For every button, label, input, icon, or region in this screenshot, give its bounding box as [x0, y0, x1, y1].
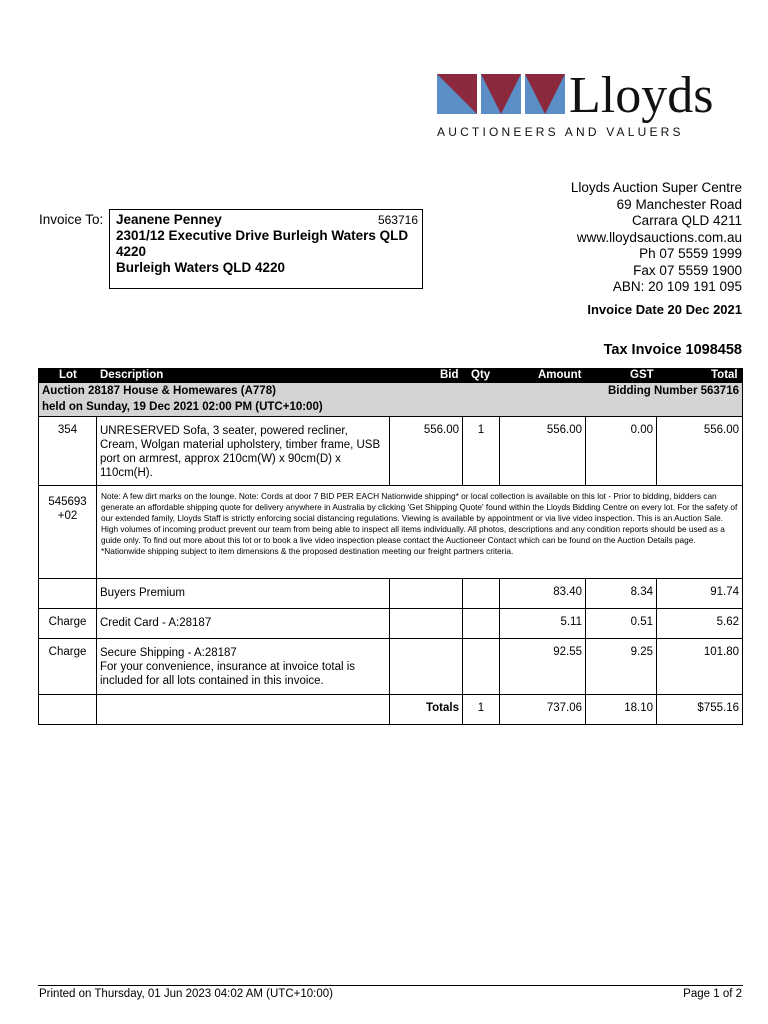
gst-cell: 0.51 — [586, 609, 657, 638]
qty-cell — [463, 609, 500, 638]
qty-cell — [463, 639, 500, 694]
invoice-to-label: Invoice To: — [39, 212, 104, 227]
qty-cell — [463, 579, 500, 608]
totals-amount: 737.06 — [500, 695, 586, 724]
logo-wordmark: Lloyds — [569, 67, 714, 124]
totals-row — [38, 695, 743, 725]
lot-cell: Charge — [39, 609, 97, 638]
invoice-date: Invoice Date 20 Dec 2021 — [587, 302, 742, 317]
company-name: Lloyds Auction Super Centre — [570, 180, 742, 195]
customer-address-line1: 2301/12 Executive Drive Burleigh Waters QLD 4220 — [116, 228, 409, 259]
total-cell: 5.62 — [716, 616, 739, 628]
bid-cell — [390, 609, 463, 638]
company-phone: Ph 07 5559 1999 — [639, 246, 742, 261]
amount-cell: 5.11 — [500, 609, 586, 638]
gst-cell: 8.34 — [586, 579, 657, 608]
tax-invoice-number: Tax Invoice 1098458 — [603, 342, 742, 358]
customer-id: 563716 — [377, 213, 418, 227]
table-row — [38, 416, 743, 486]
printed-timestamp: Printed on Thursday, 01 Jun 2023 04:02 AM (UTC+10:00) — [39, 988, 333, 1000]
company-street: 69 Manchester Road — [616, 196, 742, 212]
amount-cell: 92.55 — [500, 639, 586, 694]
bid-cell — [390, 579, 463, 608]
header-description: Description — [100, 369, 164, 381]
header-amount: Amount — [538, 369, 582, 381]
customer-box — [109, 209, 423, 289]
description-cell — [97, 695, 390, 724]
description-cell: Buyers Premium — [97, 579, 390, 608]
header-total: Total — [711, 369, 738, 381]
gst-cell: 9.25 — [586, 639, 657, 694]
table-row — [38, 639, 743, 695]
customer-name: Jeanene Penney — [116, 212, 222, 227]
customer-address-line2: Burleigh Waters QLD 4220 — [116, 260, 286, 275]
company-logo — [437, 67, 737, 144]
header-gst: GST — [630, 369, 654, 381]
totals-qty: 1 — [463, 695, 500, 724]
qty-cell: 1 — [463, 417, 500, 485]
lot-cell — [39, 695, 97, 724]
company-abn: ABN: 20 109 191 095 — [612, 279, 742, 294]
amount-cell: 83.40 — [500, 579, 586, 608]
table-row — [38, 609, 743, 639]
table-row-note — [38, 486, 743, 579]
auction-banner — [38, 383, 743, 416]
lot-cell — [39, 579, 97, 608]
footer-divider — [38, 985, 743, 986]
table-header — [38, 368, 743, 383]
totals-total: $755.16 — [697, 702, 739, 714]
total-cell: 556.00 — [703, 424, 739, 436]
auction-title: Auction 28187 House & Homewares (A778) — [42, 385, 276, 397]
auction-date: held on Sunday, 19 Dec 2021 02:00 PM (UTC+10:00) — [42, 401, 323, 413]
bidding-number: Bidding Number 563716 — [607, 385, 739, 397]
table-row — [38, 579, 743, 609]
company-website: www.lloydsauctions.com.au — [576, 229, 742, 245]
description-cell: Secure Shipping - A:28187 For your convenience, insurance at invoice total is included for all lots contained in this invoice. — [97, 639, 390, 694]
company-fax: Fax 07 5559 1900 — [633, 262, 742, 278]
company-address — [571, 180, 742, 296]
total-cell: 91.74 — [710, 586, 739, 598]
totals-label: Totals — [390, 695, 463, 724]
description-cell: UNRESERVED Sofa, 3 seater, powered recliner, Cream, Wolgan material upholstery, timber frame, USB port on armrest, approx 210cm(W) x 90cm(D) x 110cm(H). — [97, 417, 390, 485]
lot-cell: Charge — [39, 639, 97, 694]
logo-mark-icon — [437, 74, 569, 114]
lot-note: Note: A few dirt marks on the lounge. Note: Cords at door 7 BID PER EACH Nationwide shipping* or local collection is available on this lot - Prior to bidding, bidders can generate an affordable shipping quote for delivery anywhere in Australia by clicking 'Get Shipping Quote' found within the Lloyds Bidding Centre on every lot. For the safety of our extended family, Lloyds Staff is strictly enforcing social distancing regulations. Viewing is available by appointment or via live video inspection. This is an Auction Sale. High volumes of incoming product prevent our team from being able to inspect all items individually. All photos, descriptions and any condition reports should be used as a guide only. To find out more about this lot or to book a live video inspection please contact the Auctioneer Contact which can be found on the Auction Details page. *Nationwide shipping subject to item dimensions & the proposed destination meeting our freight partners criteria. — [101, 491, 738, 556]
description-cell: Credit Card - A:28187 — [97, 609, 390, 638]
invoice-table — [38, 368, 743, 725]
amount-cell: 556.00 — [500, 417, 586, 485]
logo-tagline: AUCTIONEERS AND VALUERS — [437, 125, 684, 139]
gst-cell: 0.00 — [586, 417, 657, 485]
total-cell: 101.80 — [703, 646, 739, 658]
page-number: Page 1 of 2 — [683, 988, 742, 1000]
lot-cell: 545693 +02 — [39, 486, 97, 578]
totals-gst: 18.10 — [586, 695, 657, 724]
header-lot: Lot — [59, 369, 77, 381]
header-qty: Qty — [471, 369, 491, 381]
bid-cell — [390, 639, 463, 694]
company-city: Carrara QLD 4211 — [631, 213, 742, 228]
lot-cell: 354 — [39, 417, 97, 485]
bid-cell: 556.00 — [390, 417, 463, 485]
header-bid: Bid — [440, 369, 459, 381]
